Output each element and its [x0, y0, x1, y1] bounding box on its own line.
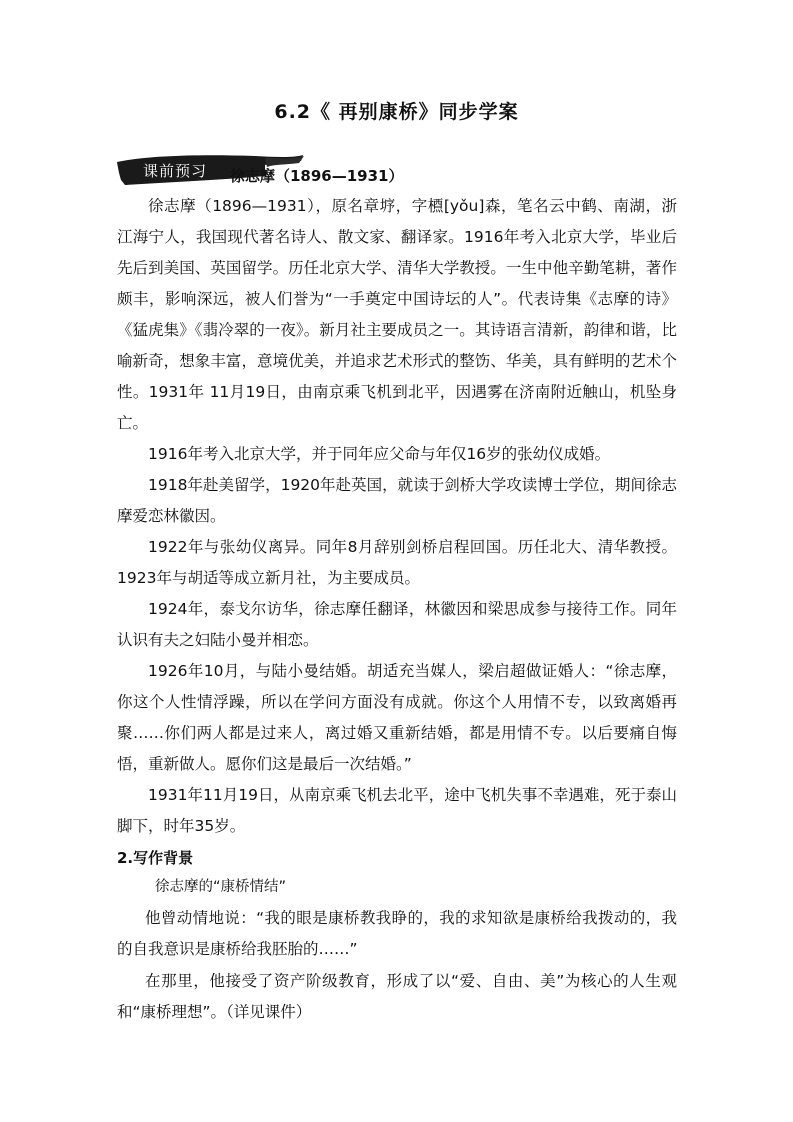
- paragraph-1916: 1916年考入北京大学，并于同年应父命与年仅16岁的张幼仪成婚。: [148, 445, 611, 463]
- paragraph-1922: 1922年与张幼仪离异。同年8月辞别剑桥启程回国。历任北大、清华教授。1923年与胡适等成立新月社，为主要成员。: [117, 538, 677, 587]
- banner-label: 课前预习: [143, 162, 208, 180]
- paragraph-1924: 1924年，泰戈尔访华，徐志摩任翻译，林徽因和梁思成参与接待工作。同年认识有夫之妇陆小曼并相恋。: [117, 600, 677, 649]
- section1-title: 徐志摩（1896—1931）: [230, 167, 404, 185]
- paragraph-bio: 徐志摩（1896—1931），原名章垿，字槱[yǒu]森，笔名云中鹤、南湖，浙江海宁人，我国现代著名诗人、散文家、翻译家。1916年考入北京大学，毕业后先后到美国、英国留学。历任北京大学、清华大学教授。一生中他辛勤笔耕，著作颇丰，影响深远，被人们誉为“一手奠定中国诗坛的人”。代表诗集《志摩的诗》《猛虎集》《翡冷翠的一夜》。新月社主要成员之一。其诗语言清新，韵律和谐，比喻新奇，想象丰富，意境优美，并追求艺术形式的整饬、华美，具有鲜明的艺术个性。1931年 11月19日，由南京乘飞机到北平，因遇雾在济南附近触山，机坠身亡。: [117, 197, 677, 432]
- page-title: 6.2《 再别康桥》同步学案: [274, 101, 519, 123]
- section2-title: 2.写作背景: [117, 849, 194, 867]
- paragraph-final: 在那里，他接受了资产阶级教育，形成了以“爱、自由、美”为核心的人生观和“康桥理想”。（详见课件）: [117, 972, 677, 1021]
- paragraph-1918: 1918年赴美留学，1920年赴英国，就读于剑桥大学攻读博士学位，期间徐志摩爱恋林徽因。: [117, 476, 677, 525]
- paragraph-1926: 1926年10月，与陆小曼结婚。胡适充当媒人，梁启超做证婚人：“徐志摩，你这个人性情浮躁，所以在学问方面没有成就。你这个人用情不专，以致离婚再聚……你们两人都是过来人，离过婚又重新结婚，都是用情不专。以后要痛自悔悟，重新做人。愿你们这是最后一次结婚。”: [117, 662, 677, 773]
- paragraph-1931: 1931年11月19日，从南京乘飞机去北平，途中飞机失事不幸遇难，死于泰山脚下，时年35岁。: [117, 786, 677, 835]
- subheading-kangqiao: 徐志摩的“康桥情结”: [155, 879, 287, 895]
- paragraph-quote: 他曾动情地说：“我的眼是康桥教我睁的，我的求知欲是康桥给我拨动的，我的自我意识是康桥给我胚胎的……”: [117, 909, 677, 958]
